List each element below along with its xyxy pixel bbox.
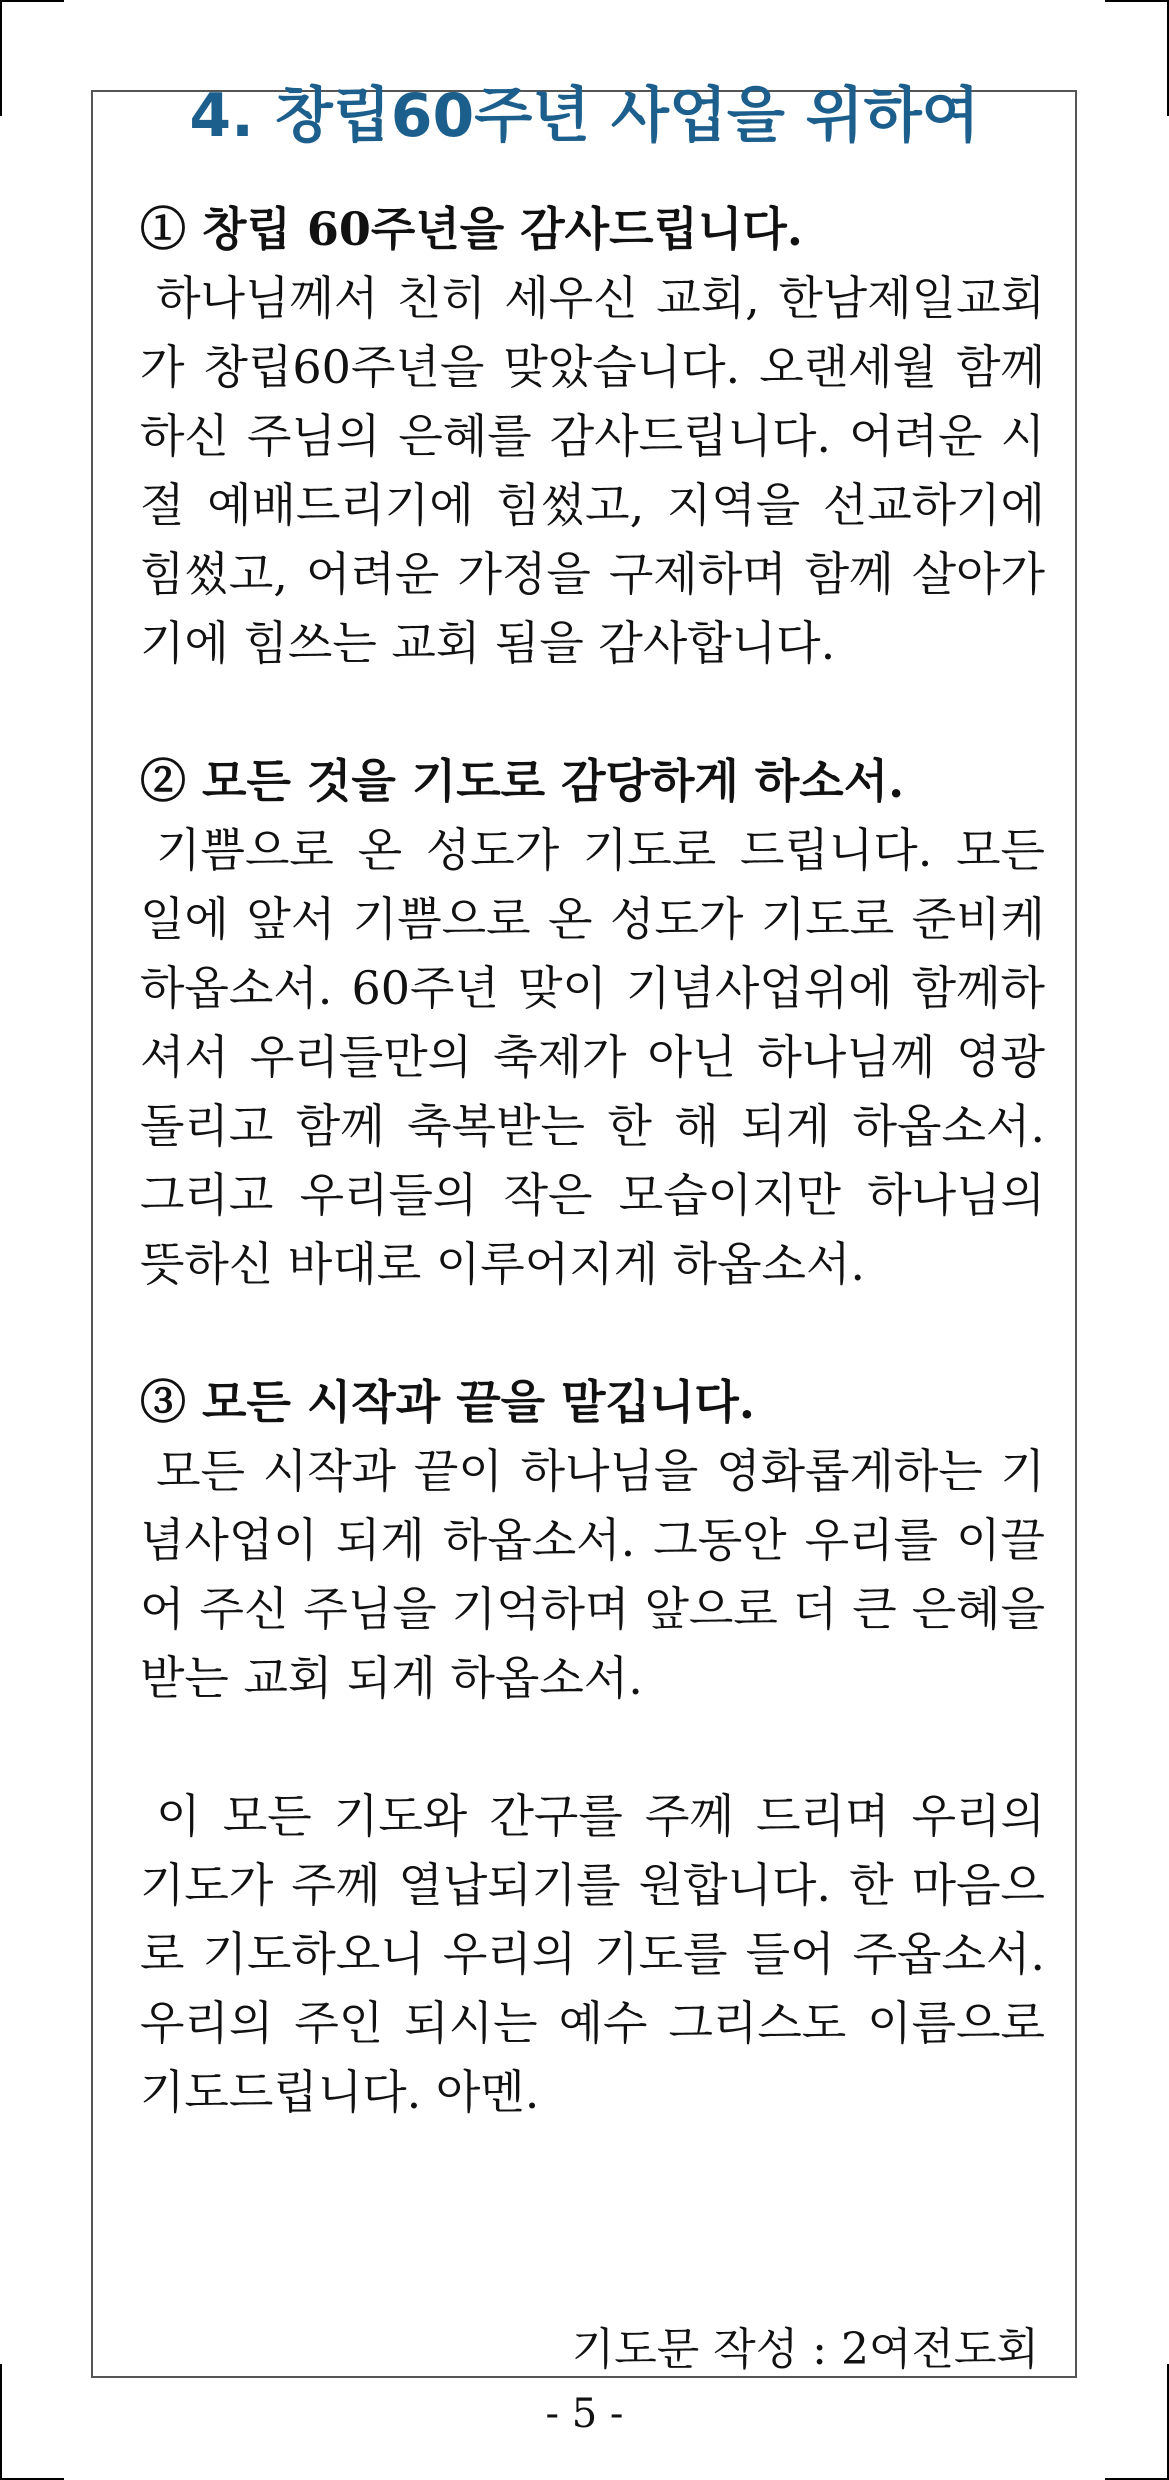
section-heading: ② 모든 것을 기도로 감당하게 하소서.	[140, 754, 905, 808]
page-title: 4. 창립60주년 사업을 위하여	[189, 81, 980, 151]
section-body: 하나님께서 친히 세우신 교회, 한남제일교회가 창립60주년을 맞았습니다. 오랜세월 함께 하신 주님의 은혜를 감사드립니다. 어려운 시절 예배드리기에 힘썼고, 지역을 선교하기에 힘썼고, 어려운 가정을 구제하며 함께 살아가기에 힘쓰는 교회 됨을 감사합니다.	[140, 271, 1045, 670]
page-number: - 5 -	[545, 2391, 624, 2437]
prayer-content	[140, 195, 1045, 2196]
crop-mark-top-left-h	[0, 0, 64, 2]
author-credit: 기도문 작성 : 2여전도회	[571, 2324, 1039, 2375]
section-body: 모든 시작과 끝이 하나님을 영화롭게하는 기념사업이 되게 하옵소서. 그동안 우리를 이끌어 주신 주님을 기억하며 앞으로 더 큰 은혜을 받는 교회 되게 하옵소서.	[140, 1444, 1045, 1705]
prayer-section-3	[140, 1368, 1045, 1713]
section-heading: ① 창립 60주년을 감사드립니다.	[140, 202, 803, 256]
closing-prayer	[140, 1782, 1045, 2127]
prayer-section-2	[140, 747, 1045, 1299]
crop-mark-top-right-h	[1105, 0, 1169, 2]
section-body: 기쁨으로 온 성도가 기도로 드립니다. 모든 일에 앞서 기쁨으로 온 성도가 기도로 준비케 하옵소서. 60주년 맞이 기념사업위에 함께하셔서 우리들만의 축제가 아닌 하나님께 영광 돌리고 함께 축복받는 한 해 되게 하옵소서. 그리고 우리들의 작은 모습이지만 하나님의 뜻하신 바대로 이루어지게 하옵소서.	[140, 823, 1045, 1291]
section-heading: ③ 모든 시작과 끝을 맡깁니다.	[140, 1375, 755, 1429]
closing-body: 이 모든 기도와 간구를 주께 드리며 우리의 기도가 주께 열납되기를 원합니다. 한 마음으로 기도하오니 우리의 기도를 들어 주옵소서. 우리의 주인 되시는 예수 그리스도 이름으로 기도드립니다. 아멘.	[140, 1789, 1045, 2119]
prayer-section-1	[140, 195, 1045, 678]
